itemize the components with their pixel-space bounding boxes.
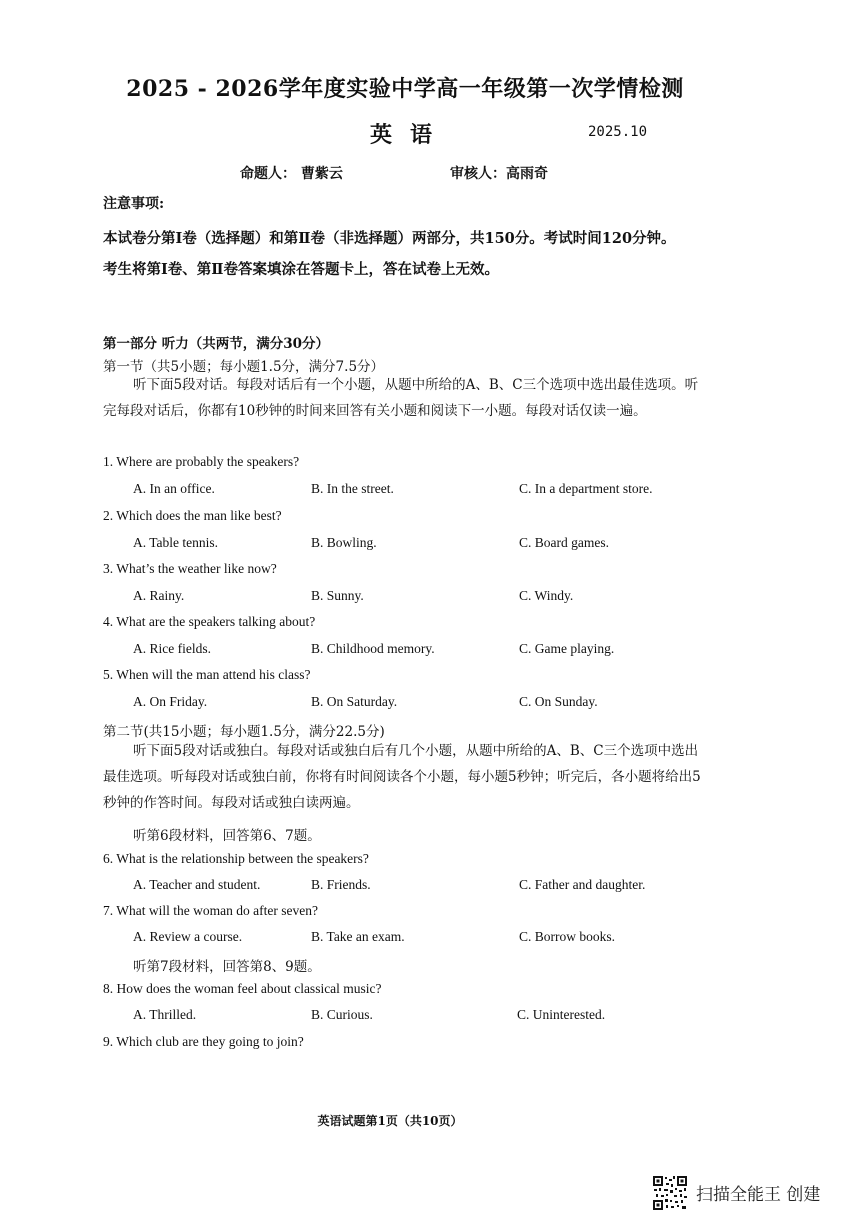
question-5: 5. When will the man attend his class? <box>103 667 311 682</box>
question-8: 8. How does the woman feel about classical music? <box>103 981 382 996</box>
question-1: 1. Where are probably the speakers? <box>103 454 300 469</box>
exam-date: 2025.10 <box>588 124 648 140</box>
part-1-heading: 第一部分 听力（共两节，满分30分） <box>103 336 329 352</box>
q8-option-b: B. Curious. <box>311 1007 373 1022</box>
page-footer: 英语试题第1页（共10页） <box>317 1114 463 1128</box>
q1-option-a: A. In an office. <box>133 481 215 496</box>
section-2-heading: 第二节(共15小题；每小题1.5分，满分22.5分) <box>103 724 385 740</box>
q2-option-c: C. Board games. <box>519 535 609 550</box>
q5-option-b: B. On Saturday. <box>311 694 398 709</box>
scanner-watermark: 扫描全能王 创建 <box>696 1185 821 1205</box>
q6-option-c: C. Father and daughter. <box>519 877 646 892</box>
section-2-instruction: 听下面5段对话或独白。每段对话或独白后有几个小题，从题中所给的A、B、C三个选项中选出最佳选项。听每段对话或独白前，你将有时间阅读各个小题，每小题5秒钟；听完后，各小题将给出5秒钟的作答时间。每段对话或独白读两遍。 <box>103 743 701 811</box>
section-1-instruction: 听下面5段对话。每段对话后有一个小题，从题中所给的A、B、C三个选项中选出最佳选项。听完每段对话后，你都有10秒钟的时间来回答有关小题和阅读下一小题。每段对话仅读一遍。 <box>103 377 699 419</box>
q4-option-b: B. Childhood memory. <box>311 641 435 656</box>
q6-option-a: A. Teacher and student. <box>133 877 261 892</box>
q5-option-a: A. On Friday. <box>133 694 208 709</box>
notice-heading: 注意事项: <box>103 196 165 212</box>
q4-option-a: A. Rice fields. <box>133 641 211 656</box>
section-1-heading: 第一节（共5小题；每小题1.5分，满分7.5分） <box>103 359 385 375</box>
q8-option-c: C. Uninterested. <box>517 1007 606 1022</box>
q2-option-b: B. Bowling. <box>311 535 377 550</box>
material-6-note: 听第6段材料，回答第6、7题。 <box>133 828 321 844</box>
question-6: 6. What is the relationship between the speakers? <box>103 851 369 866</box>
reviewer: 审核人：高雨奇 <box>450 166 548 182</box>
question-4: 4. What are the speakers talking about? <box>103 614 316 629</box>
material-7-note: 听第7段材料，回答第8、9题。 <box>133 959 321 975</box>
exam-title: 2025 - 2026学年度实验中学高一年级第一次学情检测 <box>126 76 684 102</box>
question-7: 7. What will the woman do after seven? <box>103 903 318 918</box>
question-9: 9. Which club are they going to join? <box>103 1034 304 1049</box>
q3-option-b: B. Sunny. <box>311 588 364 603</box>
q7-option-b: B. Take an exam. <box>311 929 405 944</box>
q6-option-b: B. Friends. <box>311 877 371 892</box>
q2-option-a: A. Table tennis. <box>133 535 219 550</box>
notice-line-2: 考生将第Ⅰ卷、第Ⅱ卷答案填涂在答题卡上，答在试卷上无效。 <box>103 261 500 278</box>
q1-option-b: B. In the street. <box>311 481 394 496</box>
q8-option-a: A. Thrilled. <box>133 1007 197 1022</box>
q1-option-c: C. In a department store. <box>519 481 653 496</box>
q3-option-c: C. Windy. <box>519 588 574 603</box>
question-2: 2. Which does the man like best? <box>103 508 282 523</box>
subject-title: 英语 <box>370 122 451 148</box>
question-3: 3. What’s the weather like now? <box>103 561 277 576</box>
q5-option-c: C. On Sunday. <box>519 694 598 709</box>
q7-option-c: C. Borrow books. <box>519 929 616 944</box>
q4-option-c: C. Game playing. <box>519 641 615 656</box>
notice-line-1: 本试卷分第Ⅰ卷（选择题）和第Ⅱ卷（非选择题）两部分，共150分。考试时间120分钟。 <box>103 230 676 247</box>
q3-option-a: A. Rainy. <box>133 588 185 603</box>
setter: 命题人： 曹紫云 <box>240 166 343 182</box>
q7-option-a: A. Review a course. <box>133 929 243 944</box>
qr-code-icon <box>652 1175 688 1211</box>
